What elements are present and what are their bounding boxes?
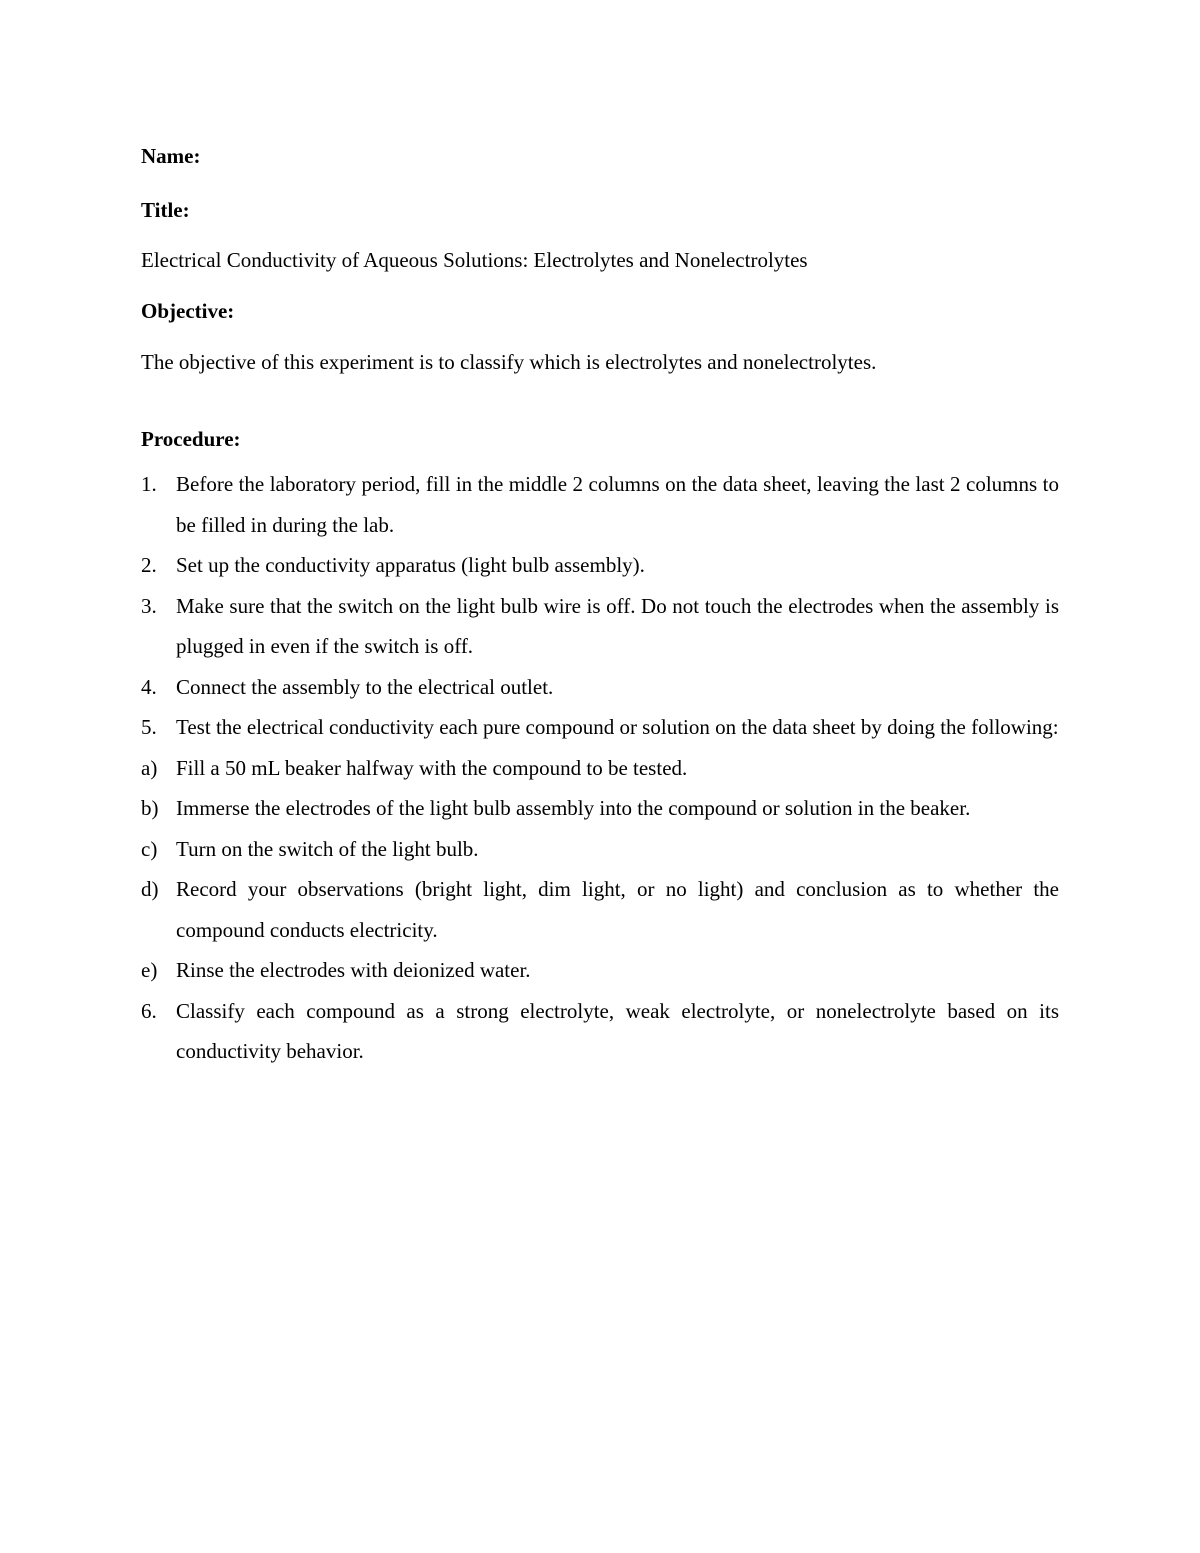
step-marker: a) [141,755,158,780]
step-text: Rinse the electrodes with deionized water. [176,958,531,982]
procedure-step [141,586,1059,667]
step-marker: e) [141,958,158,982]
step-text: Set up the conductivity apparatus (light bulb assembly). [176,553,645,577]
step-text: Make sure that the switch on the light bulb wire is off. Do not touch the electrodes when the assembly is plugged in even if the switch is off. [176,593,1059,658]
procedure-step [141,869,1059,950]
procedure-step [141,829,1059,870]
procedure-step [141,991,1059,1072]
procedure-list [141,464,1059,1072]
procedure-step [141,667,1059,708]
step-text: Record your observations (bright light, dim light, or no light) and conclusion as to whether the compound conducts electricity. [176,877,1059,942]
step-text: Turn on the switch of the light bulb. [176,836,479,861]
name-label: Name: [141,144,201,168]
step-text: Immerse the electrodes of the light bulb assembly into the compound or solution in the beaker. [176,796,971,820]
step-text: Test the electrical conductivity each pure compound or solution on the data sheet by doing the following: [176,715,1059,739]
step-text: Classify each compound as a strong electrolyte, weak electrolyte, or nonelectrolyte based on its conductivity behavior. [176,998,1059,1063]
procedure-step [141,748,1059,789]
step-marker: c) [141,836,158,861]
step-marker: 5. [141,715,157,739]
step-marker: 3. [141,593,157,618]
procedure-label: Procedure: [141,427,241,451]
step-text: Connect the assembly to the electrical outlet. [176,674,554,699]
procedure-step [141,788,1059,829]
step-text: Fill a 50 mL beaker halfway with the compound to be tested. [176,755,688,780]
step-marker: 4. [141,674,157,699]
title-label: Title: [141,198,190,222]
step-text: Before the laboratory period, fill in the middle 2 columns on the data sheet, leaving the last 2 columns to be filled in during the lab. [176,472,1059,537]
step-marker: 2. [141,553,157,577]
title-text: Electrical Conductivity of Aqueous Solutions: Electrolytes and Nonelectrolytes [141,248,808,272]
procedure-step [141,545,1059,586]
step-marker: 6. [141,998,157,1023]
procedure-step [141,950,1059,991]
objective-text: The objective of this experiment is to classify which is electrolytes and nonelectrolytes. [141,350,877,374]
procedure-step [141,464,1059,545]
objective-label: Objective: [141,299,235,323]
step-marker: d) [141,877,159,901]
procedure-step [141,707,1059,748]
step-marker: 1. [141,472,157,496]
step-marker: b) [141,796,159,820]
